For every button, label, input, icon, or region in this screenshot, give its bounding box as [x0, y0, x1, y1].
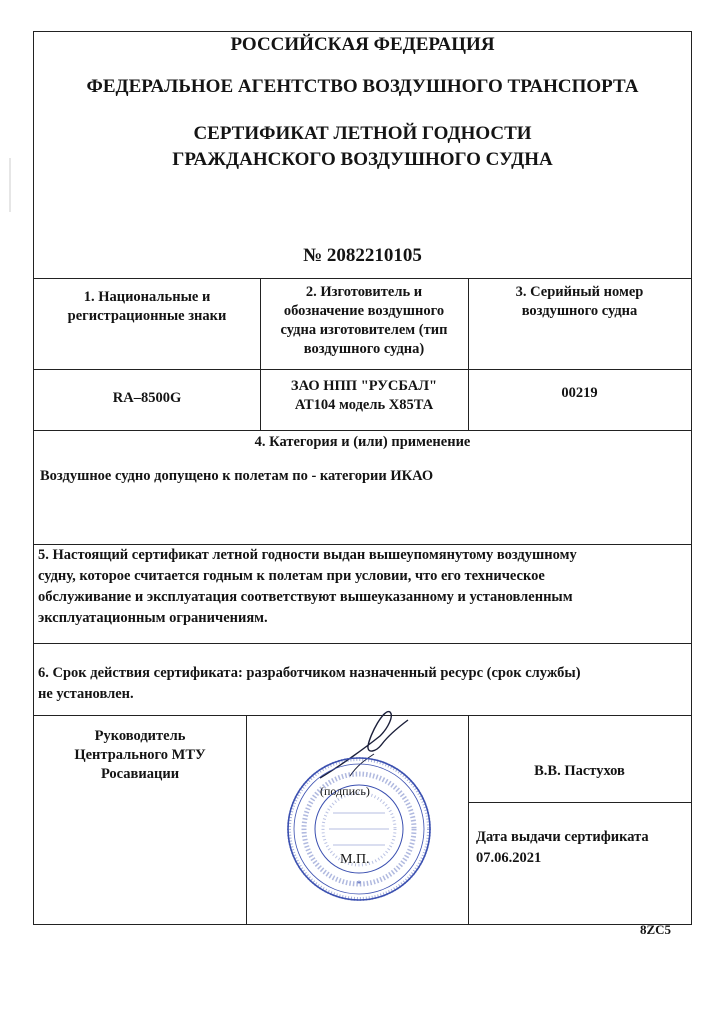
section4-title: 4. Категория и (или) применение — [254, 434, 471, 450]
issue-date: 07.06.2021 — [476, 850, 542, 866]
certificate-title — [34, 121, 691, 173]
signatory-name: В.В. Пастухов — [534, 763, 625, 779]
certificate-number: № 2082210105 — [303, 245, 422, 266]
registration-mark-value: RA–8500G — [112, 390, 182, 406]
signature-label: (подпись) — [320, 784, 370, 798]
col2-header: 2. Изготовитель и обозначение воздушного судна изготовителем (тип воздушного судна) — [280, 284, 448, 357]
official-stamp-seal — [285, 755, 433, 903]
agency-heading: ФЕДЕРАЛЬНОЕ АГЕНТСТВО ВОЗДУШНОГО ТРАНСПОРТА — [86, 76, 639, 97]
title-line-1: СЕРТИФИКАТ ЛЕТНОЙ ГОДНОСТИ — [193, 123, 532, 144]
issue-date-label: Дата выдачи сертификата — [476, 829, 649, 845]
seal-place-label: М.П. — [340, 852, 370, 867]
divider-section5 — [34, 643, 691, 644]
issue-date-block — [476, 827, 649, 869]
title-line-2: ГРАЖДАНСКОГО ВОЗДУШНОГО СУДНА — [172, 149, 553, 170]
col3-header: 3. Серийный номер воздушного судна — [515, 284, 644, 319]
signatory-position: Руководитель Центрального МТУ Росавиации — [74, 728, 206, 782]
divider-sig-1 — [246, 715, 247, 924]
divider-sig-2 — [468, 715, 469, 924]
svg-text:*: * — [356, 879, 362, 889]
section6-text: 6. Срок действия сертификата: разработчиком назначенный ресурс (срок службы) не установлен. — [38, 665, 581, 702]
country-heading: РОССИЙСКАЯ ФЕДЕРАЦИЯ — [230, 34, 495, 55]
scan-edge-mark — [9, 158, 11, 212]
col1-header: 1. Национальные и регистрационные знаки — [67, 289, 227, 324]
divider-table-header — [34, 369, 691, 370]
manufacturer-value: ЗАО НПП "РУСБАЛ" АТ104 модель Х85ТА — [290, 378, 438, 413]
divider-table-bottom — [34, 430, 691, 431]
section4-text: Воздушное судно допущено к полетам по - категории ИКАО — [40, 468, 434, 484]
document-code: 8ZC5 — [640, 922, 672, 937]
section5-text: 5. Настоящий сертификат летной годности выдан вышеупомянутому воздушному судну, которое считается годным к полетам при условии, что его техническое обслуживание и эксплуатация соответствуют вышеуказанному и установленным эксплуатационным ограничениям. — [38, 547, 577, 626]
divider-sig-right — [468, 802, 691, 803]
divider-table-top — [34, 278, 691, 279]
serial-number-value: 00219 — [561, 385, 598, 401]
